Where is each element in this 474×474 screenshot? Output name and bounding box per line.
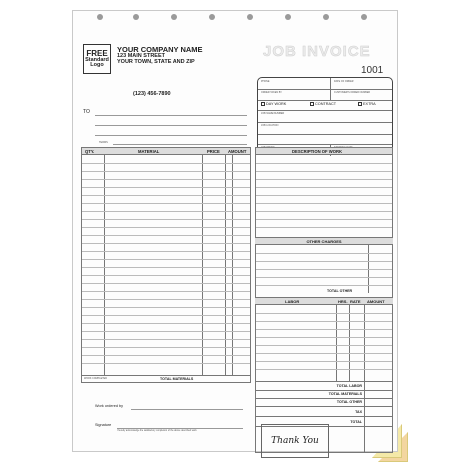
col-price: PRICE <box>207 148 220 154</box>
materials-header <box>81 147 251 155</box>
labor-header <box>255 297 393 305</box>
col-material: MATERIAL <box>138 148 160 154</box>
col-labor: LABOR <box>285 299 300 304</box>
company-block <box>117 46 203 65</box>
other-charges-table[interactable] <box>255 245 393 293</box>
disclaimer-text: I hereby acknowledge the satisfactory completion of the above described work. <box>117 430 198 432</box>
job-name-label: JOB NAME/NUMBER <box>261 112 285 115</box>
company-street: 123 MAIN STREET <box>117 52 165 59</box>
terms-label: TERMS <box>99 141 108 144</box>
company-city: YOUR TOWN, STATE AND ZIP <box>117 58 195 65</box>
col-hrs: HRS. <box>338 299 348 304</box>
invoice-number: 1001 <box>361 65 384 76</box>
to-label: TO <box>83 109 90 115</box>
extra-checkbox[interactable] <box>358 102 376 106</box>
work-ordered-label: Work ordered by <box>95 404 123 408</box>
signature-line[interactable] <box>117 428 243 429</box>
col-labor-amount: AMOUNT <box>367 299 385 304</box>
binding-hole <box>323 14 329 20</box>
extra-label: EXTRA <box>363 102 376 106</box>
total-label: TOTAL <box>350 420 362 424</box>
job-location-label: JOB LOCATION <box>261 124 279 127</box>
col-amount: AMOUNT <box>228 148 247 154</box>
total-other-label-top: TOTAL OTHER <box>327 289 353 293</box>
binding-hole <box>171 14 177 20</box>
binding-hole <box>285 14 291 20</box>
signature-label: Signature <box>95 423 112 427</box>
company-logo-placeholder <box>83 44 111 74</box>
form-title: JOB INVOICE <box>263 43 371 60</box>
thank-you-box <box>261 424 329 458</box>
labor-table[interactable] <box>255 305 393 381</box>
binding-hole <box>361 14 367 20</box>
to-line[interactable] <box>95 125 247 126</box>
total-materials-left-label: TOTAL MATERIALS <box>160 377 194 381</box>
binding-hole <box>97 14 103 20</box>
company-name: YOUR COMPANY NAME <box>117 45 203 54</box>
work-header <box>255 147 393 155</box>
materials-table[interactable] <box>81 155 251 375</box>
company-phone: (123) 456-7890 <box>133 91 171 97</box>
date-label: DATE OF ORDER <box>334 80 354 83</box>
total-other-row <box>255 287 393 295</box>
thank-you-text: Thank You <box>271 436 319 446</box>
logo-free-text: FREE <box>86 48 108 58</box>
phone-label: PHONE <box>261 80 270 83</box>
other-charges-label: OTHER CHARGES <box>306 239 342 244</box>
binding-hole <box>247 14 253 20</box>
to-line[interactable] <box>95 115 247 116</box>
col-qty: QTY. <box>85 148 95 154</box>
terms-line[interactable] <box>113 144 247 145</box>
logo-standard-text: Standard <box>85 56 109 63</box>
work-ordered-line[interactable] <box>131 409 243 410</box>
contract-checkbox[interactable] <box>310 102 336 106</box>
order-taken-label: ORDER TAKEN BY <box>261 91 282 94</box>
total-materials-label: TOTAL MATERIALS <box>328 392 362 396</box>
binding-hole <box>133 14 139 20</box>
day-work-label: DAY WORK <box>266 102 287 106</box>
contract-label: CONTRACT <box>315 102 337 106</box>
col-rate: RATE <box>350 299 361 304</box>
work-header-label: DESCRIPTION OF WORK <box>292 148 343 154</box>
customer-order-label: CUSTOMER'S ORDER NUMBER <box>334 91 371 94</box>
logo-logo-text: Logo <box>90 62 104 68</box>
materials-total-row <box>81 375 251 383</box>
binding-hole <box>209 14 215 20</box>
total-other-label: TOTAL OTHER <box>336 400 362 404</box>
work-completed-label: WORK COMPLETED <box>84 377 107 380</box>
total-labor-label: TOTAL LABOR <box>336 384 362 388</box>
invoice-form-sheet <box>72 10 398 452</box>
tax-label: TAX <box>355 410 362 414</box>
other-charges-header <box>255 237 393 245</box>
day-work-checkbox[interactable] <box>261 102 286 106</box>
to-line[interactable] <box>95 135 247 136</box>
job-info-box <box>257 77 393 155</box>
